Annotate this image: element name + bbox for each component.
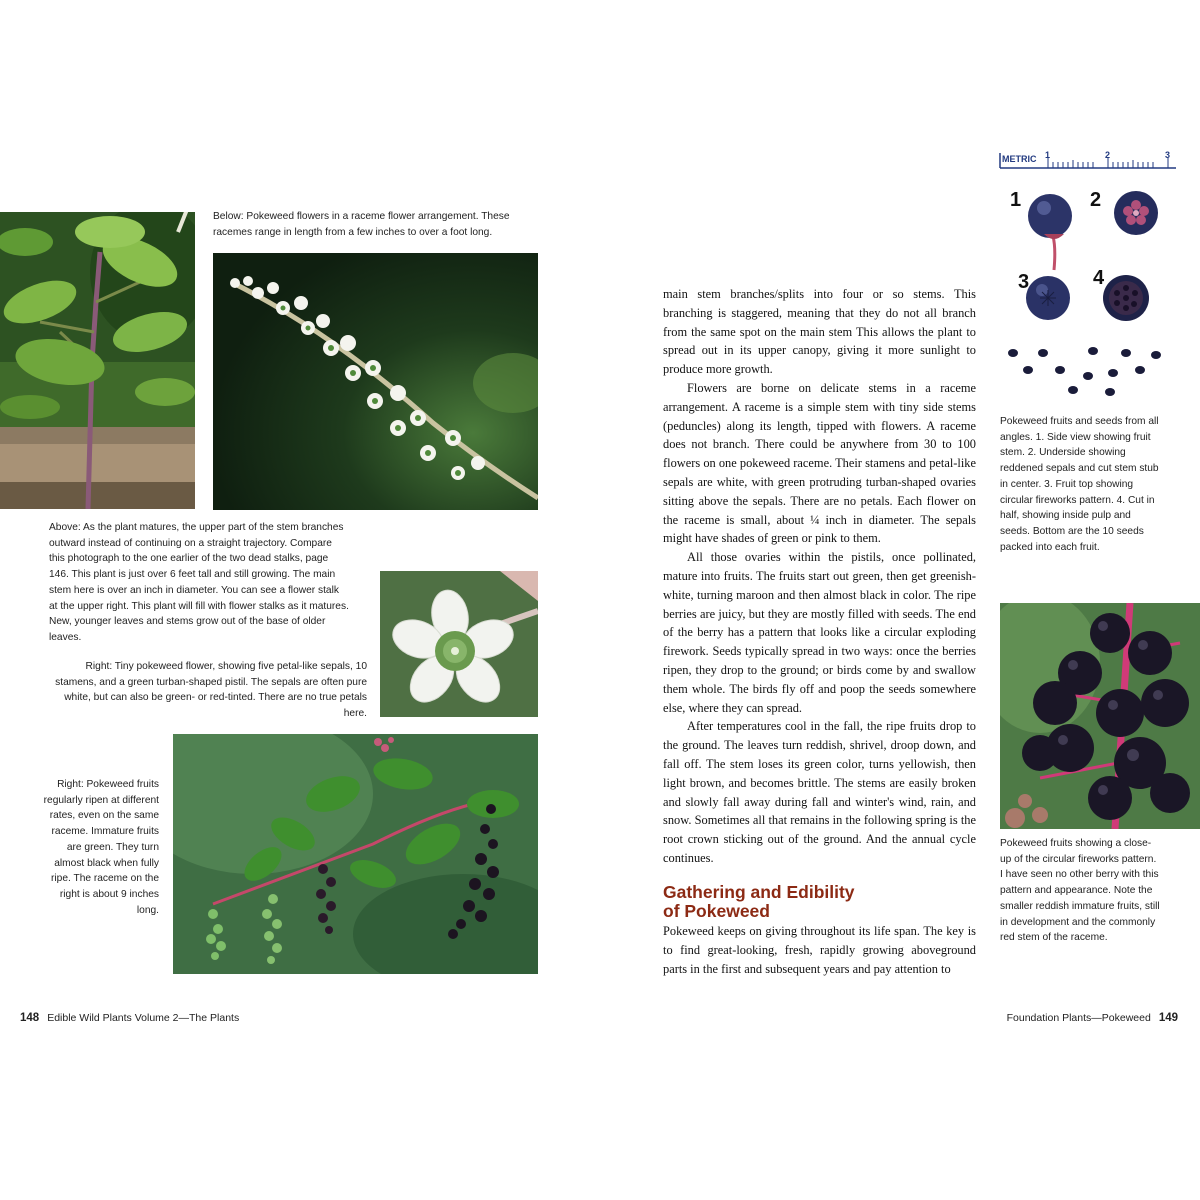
- heading-line-2: of Pokeweed: [663, 901, 770, 921]
- caption-fruits-ripen: Right: Pokeweed fruits regularly ripen at different rates, even on the same raceme. Immature fruits are green. They turn almost black when fully ripe. The raceme on the right is about 9 inches long.: [43, 779, 159, 916]
- figure-number-4: 4: [1093, 267, 1105, 289]
- caption-single-flower: Right: Tiny pokeweed flower, showing five petal-like sepals, 10 stamens, and a green turban-shaped pistil. The sepals are often pure white, but can also be green- or red-tinted. There are no true petals here.: [55, 661, 367, 720]
- ripe-berries-photo: [1000, 603, 1200, 829]
- ruler-label: METRIC: [1002, 154, 1037, 164]
- figure-number-2: 2: [1090, 189, 1102, 211]
- fruit-seed-figure: [998, 148, 1178, 408]
- ruler-tick-3: 3: [1165, 150, 1171, 160]
- paragraph-fruits: All those ovaries within the pistils, once pollinated, mature into fruits. The fruits start out green, then get greenish-white, turning maroon and then almost black in color. The ripe berries are juicy, but they are mostly filled with seeds. The end of the berry has a pattern that looks like a circular exploding firework. Seeds typically spread in two ways: once the berries ripen, they drop to the ground; or birds come by and swallow them whole. The birds fly off and poop the seeds somewhere else, where they can spread.: [663, 550, 976, 715]
- figure-number-1: 1: [1010, 189, 1022, 211]
- gathering-text: [663, 922, 976, 978]
- right-footer: [1007, 1012, 1178, 1024]
- left-page-number: 148: [20, 1012, 40, 1024]
- left-running-title: Edible Wild Plants Volume 2—The Plants: [47, 1012, 240, 1024]
- section-heading: [663, 883, 976, 921]
- heading-line-1: Gathering and Edibility: [663, 882, 855, 902]
- right-page-number: 149: [1158, 1012, 1178, 1024]
- paragraph-fall: After temperatures cool in the fall, the ripe fruits drop to the ground. The leaves turn reddish, shrivel, droop down, and fall off. The stem loses its green color, turns yellowish, then light brown, and becomes brittle. The stems are easily broken and slowly fall away during fall and winter's wind, rain, and snow. Sometimes all that remains in the following spring is the root crown sticking out of the ground. And the annual cycle continues.: [663, 719, 976, 865]
- figure-number-3: 3: [1018, 271, 1030, 293]
- metric-ruler: [1000, 150, 1176, 168]
- raceme-flower-photo: [213, 253, 538, 510]
- ruler-tick-2: 2: [1105, 150, 1111, 160]
- caption-raceme-flowers: Below: Pokeweed flowers in a raceme flower arrangement. These racemes range in length from a few inches to over a foot long.: [213, 211, 510, 238]
- ruler-tick-1: 1: [1045, 150, 1051, 160]
- body-text-column: [663, 285, 976, 868]
- caption-fruits-seeds: Pokeweed fruits and seeds from all angles. 1. Side view showing fruit stem. 2. Underside showing reddened sepals and cut stem stub in center. 3. Fruit top showing circular fireworks pattern. 4. Cut in half, showing inside pulp and seeds. Bottom are the 10 seeds packed into each fruit.: [1000, 416, 1159, 553]
- caption-mature-plant: Above: As the plant matures, the upper part of the stem branches outward instead of continuing on a straight trajectory. Compare this photograph to the one earlier of the two dead stalks, page 146. This plant is just over 6 feet tall and still growing. The main stem here is over an inch in diameter. You can see a flower stalk at the upper right. This plant will fill with flower stalks as it matures. New, younger leaves and stems grow out of the base of older leaves.: [49, 522, 349, 643]
- caption-ripe-berries: Pokeweed fruits showing a close-up of the circular fireworks pattern. I have seen no other berry with this pattern and appearance. Note the smaller reddish immature fruits, still in development and the commonly red stem of the raceme.: [1000, 838, 1160, 944]
- right-running-title: Foundation Plants—Pokeweed: [1006, 1012, 1151, 1024]
- left-footer: [20, 1012, 239, 1024]
- fruiting-raceme-photo: [173, 734, 538, 974]
- paragraph-gathering: Pokeweed keeps on giving throughout its life span. The key is to find great-looking, fresh, rapidly growing aboveground parts in the first and subsequent years and pay attention to: [663, 924, 976, 976]
- single-flower-photo: [380, 571, 538, 717]
- paragraph-flowers: Flowers are borne on delicate stems in a raceme arrangement. A raceme is a simple stem with tiny side stems (peduncles) along its length, tipped with flowers. A raceme does not branch. There could be anywhere from 30 to 100 flowers on one pokeweed raceme. Their stamens and petal-like sepals are white, with green protruding turban-shaped ovaries sitting above the sepals. There are no petals. Each flower on the raceme is small, about ¼ inch in diameter. The sepals might have shades of green or pink to them.: [663, 380, 976, 546]
- plant-photo: [0, 212, 195, 509]
- paragraph-branching: main stem branches/splits into four or so stems. This branching is staggered, meaning that they do not all branch from the same spot on the main stem This allows the plant to spread out in its upper canopy, giving it more sunlight to produce more growth.: [663, 287, 976, 377]
